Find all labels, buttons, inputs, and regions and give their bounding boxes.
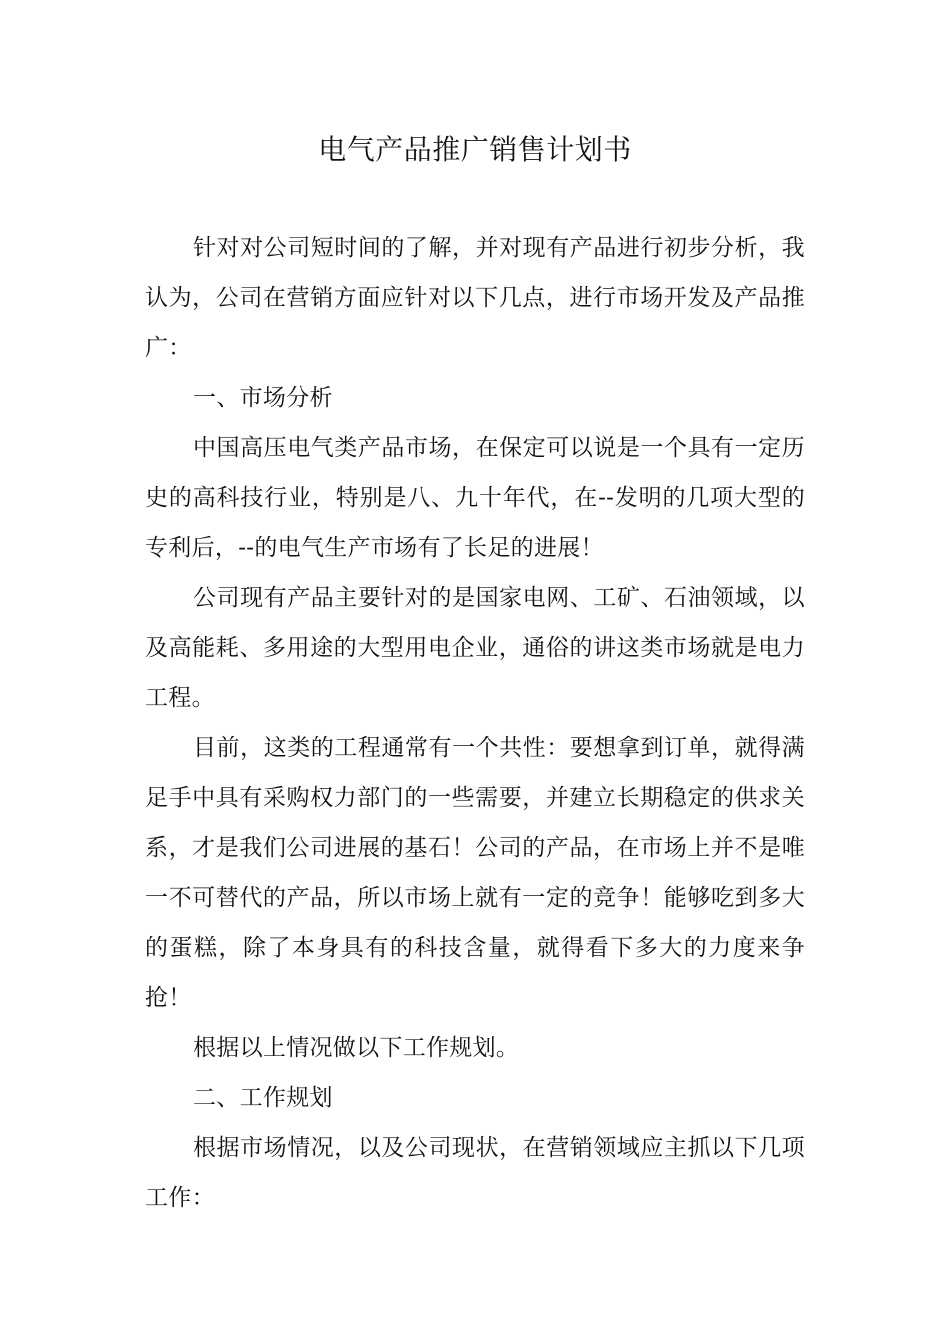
document-title: 电气产品推广销售计划书 — [318, 133, 632, 166]
intro-paragraph: 针对对公司短时间的了解，并对现有产品进行初步分析，我认为，公司在营销方面应针对以下几点，进行市场开发及产品推广： — [145, 235, 805, 361]
section-heading-work-plan: 二、工作规划 — [193, 1085, 333, 1111]
work-plan-paragraph: 根据市场情况，以及公司现状，在营销领域应主抓以下几项工作： — [145, 1135, 805, 1211]
market-paragraph-2: 公司现有产品主要针对的是国家电网、工矿、石油领域，以及高能耗、多用途的大型用电企业，通俗的讲这类市场就是电力工程。 — [145, 585, 805, 711]
section-heading-market-analysis: 一、市场分析 — [193, 385, 333, 411]
market-paragraph-1: 中国高压电气类产品市场，在保定可以说是一个具有一定历史的高科技行业，特别是八、九十年代，在--发明的几项大型的专利后，--的电气生产市场有了长足的进展！ — [145, 435, 805, 561]
market-paragraph-4: 根据以上情况做以下工作规划。 — [193, 1035, 520, 1061]
market-paragraph-3: 目前，这类的工程通常有一个共性：要想拿到订单，就得满足手中具有采购权力部门的一些需要，并建立长期稳定的供求关系，才是我们公司进展的基石！公司的产品，在市场上并不是唯一不可替代的产品，所以市场上就有一定的竞争！能够吃到多大的蛋糕，除了本身具有的科技含量，就得看下多大的力度来争抢！ — [145, 735, 805, 1011]
document-body — [145, 223, 805, 1223]
